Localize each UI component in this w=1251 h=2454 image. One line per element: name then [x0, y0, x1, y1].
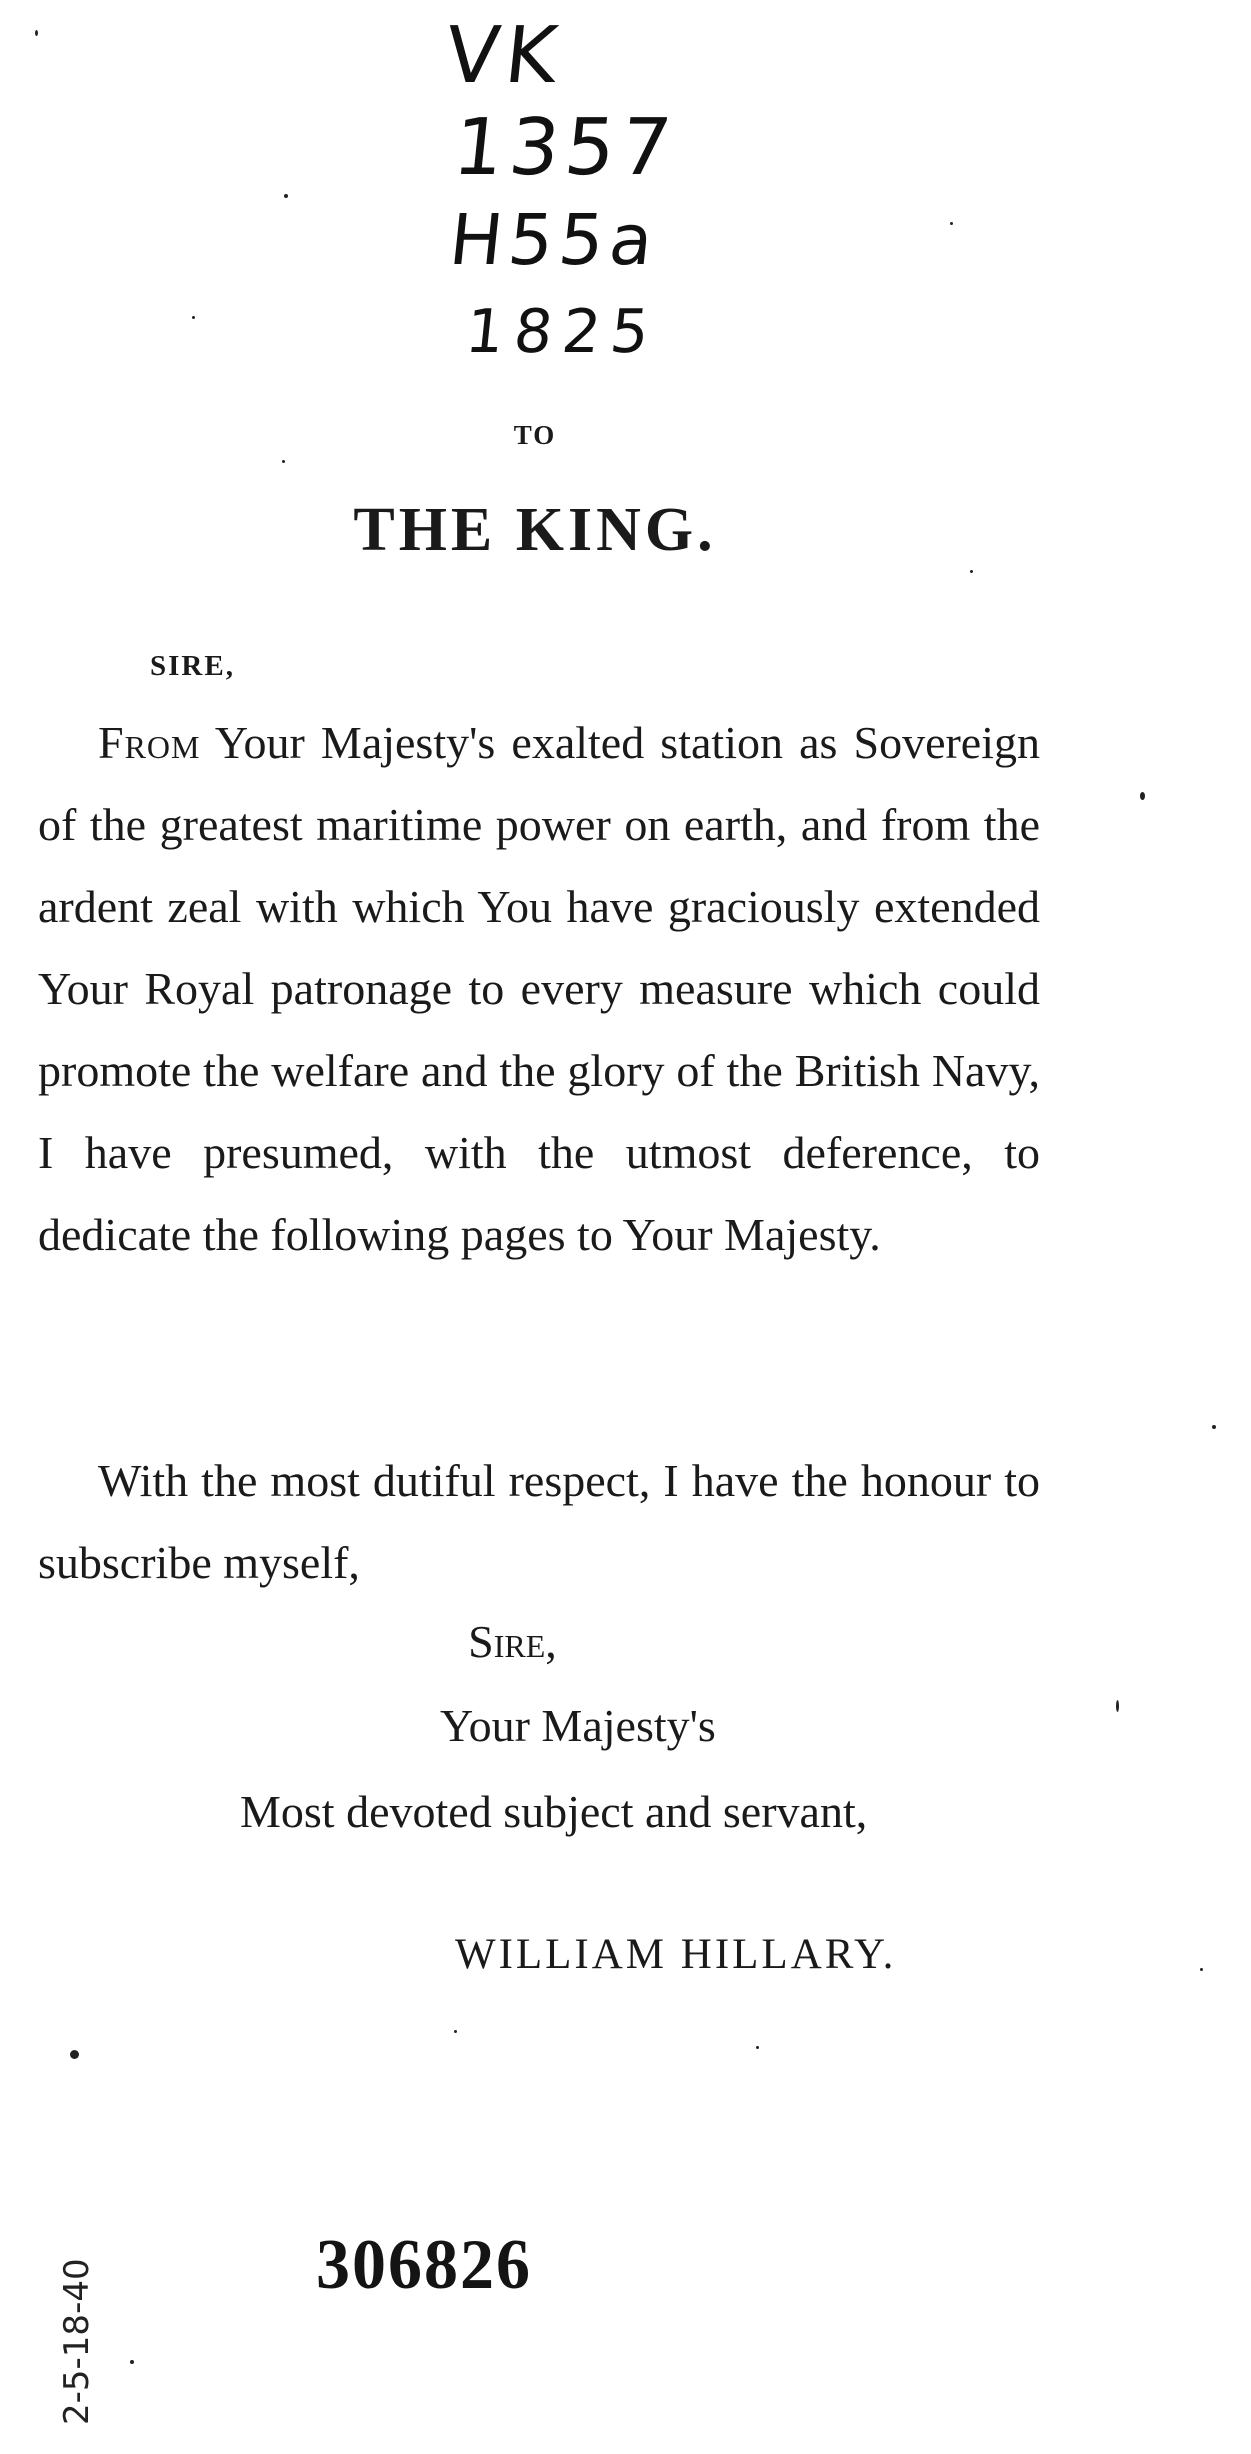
- call-number-line-1: VK: [441, 11, 568, 101]
- closing-sire: [0, 1612, 1025, 1672]
- paper-speck: [1140, 792, 1145, 800]
- paper-speck: [192, 316, 195, 319]
- author-signature: WILLIAM HILLARY.: [455, 1931, 897, 1978]
- paragraph-1-text: Your Majesty's exalted station as Sovereign of the greatest maritime power on earth, and from the ardent zeal with which You have graciously extended Your Royal patronage to every measure which could promote the welfare and the glory of the British Navy, I have presumed, with the utmost deference, to dedicate the following pages to Your Majesty.: [38, 717, 1040, 1260]
- paper-speck: [950, 222, 953, 225]
- paper-speck: [35, 30, 38, 36]
- closing-servant: Most devoted subject and servant,: [240, 1786, 868, 1837]
- paper-speck: [1200, 1968, 1203, 1971]
- paper-speck: [1212, 1425, 1216, 1429]
- paper-speck: [130, 2360, 134, 2364]
- paper-speck: [284, 194, 288, 198]
- paper-speck: [970, 570, 973, 573]
- call-number-line-2: 1357: [449, 103, 682, 193]
- paper-speck: [1116, 1700, 1119, 1712]
- call-number-line-4: 1825: [462, 297, 663, 367]
- call-number-line-3: H55a: [445, 199, 663, 281]
- paper-speck: [282, 460, 285, 463]
- dedication-paragraph-1: [38, 702, 1040, 1276]
- closing-majesty: Your Majesty's: [440, 1700, 716, 1751]
- closing-sire-text: Sire,: [468, 1616, 557, 1667]
- paper-speck: [454, 2030, 457, 2033]
- dedication-paragraph-2: With the most dutiful respect, I have the honour to subscribe myself,: [38, 1455, 1040, 1588]
- dedication-title: THE KING.: [353, 496, 717, 564]
- handwritten-margin-note: 2-5-18-40: [57, 2258, 97, 2425]
- salutation: SIRE,: [150, 650, 235, 682]
- paper-speck: [70, 2050, 79, 2059]
- accession-stamp: 306826: [316, 2224, 532, 2304]
- paragraph-lead-word: From: [98, 717, 201, 768]
- dedication-to: TO: [513, 420, 557, 450]
- paper-speck: [756, 2046, 759, 2049]
- handwritten-call-number: [440, 10, 700, 378]
